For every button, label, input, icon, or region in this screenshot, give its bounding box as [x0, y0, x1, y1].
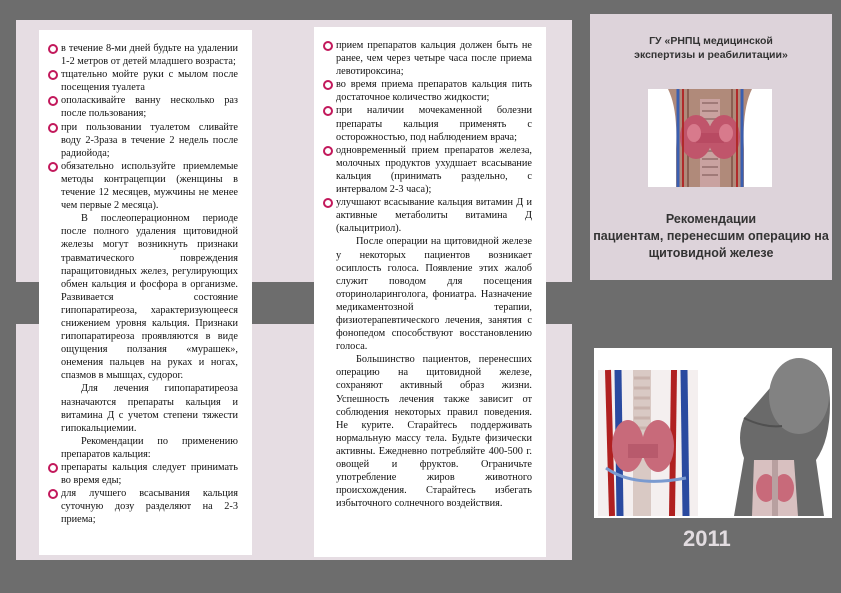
year: 2011 [683, 526, 731, 551]
bullet-item: прием препаратов кальция должен быть не ранее, чем через четыре часа после приема левотироксина; [336, 40, 532, 78]
bullet-item: препараты кальция следует принимать во время еды; [61, 462, 238, 487]
org-line-1: ГУ «РНПЦ медицинской [649, 35, 773, 47]
brochure-title [590, 211, 832, 262]
bullet-item: для лучшего всасывания кальция суточную дозу разделяют на 2-3 приема; [61, 488, 238, 526]
bullet-item: ополаскивайте ванну несколько раз после пользования; [61, 95, 238, 120]
paragraph: Большинство пациентов, перенесших операцию на щитовидной железе, сохраняют активный образ жизни. Успешность лечения также зависит от соблюдения некоторых правил поведения. Не курите. Старайтесь поддерживать нормальную массу тела. Будьте физически активны. Ежедневно потребляйте 400-500 г. овощей и фруктов. Ограничьте употребление жиров животного происхождения. Старайтесь избегать избыточного солнечного воздействия. [336, 354, 532, 510]
middle-page [314, 27, 546, 557]
title-line-3: щитовидной железе [648, 246, 774, 260]
bullet-item: при наличии мочекаменной болезни препараты кальция применять с осторожностью, под наблюдением врача; [336, 105, 532, 143]
bullet-item: в течение 8-ми дней будьте на удалении 1-2 метров от детей младшего возраста; [61, 43, 238, 68]
title-line-2: пациентам, перенесшим операцию на [593, 229, 829, 243]
organization-name [590, 34, 832, 62]
bullet-item: одновременный прием препаратов железа, молочных продуктов ухудшает всасывание кальция (принимать раздельно, с интервалом 2-3 часа); [336, 144, 532, 196]
bullet-item: во время приема препаратов кальция пить достаточное количество жидкости; [336, 79, 532, 104]
anatomy-image [594, 348, 832, 518]
bullet-item: при пользовании туалетом сливайте воду 2-3раза в течение 2 недель после радиойода; [61, 121, 238, 159]
bullet-item: обязательно используйте приемлемые методы контрацепции (женщины в течение 12 месяцев, мужчины не менее чем первые 2 месяца). [61, 160, 238, 212]
cover-panel [590, 14, 832, 280]
bullet-item: улучшают всасывание кальция витамин Д и активные метаболиты витамина Д (кальцитриол). [336, 197, 532, 235]
title-line-1: Рекомендации [665, 212, 757, 226]
bullet-item: тщательно мойте руки с мылом после посещения туалета [61, 69, 238, 94]
paragraph: В послеоперационном периоде после полного удаления щитовидной железы могут возникнуть признаки травматического повреждения паращитовидных желез, регулирующих обмен кальция и фосфора в организме. Развивается состояние гипопаратиреоза, характеризующееся снижением уровня кальция. Признаки гипопаратиреоза проявляются в виде ощущения ползания «мурашек», онемения пальцев на руках и ногах, спазмов в мышцах, судорог. [61, 213, 238, 382]
thyroid-neck-image [648, 89, 772, 187]
paragraph: Для лечения гипопаратиреоза назначаются препараты кальция и витамина Д с учетом степени тяжести гипокальциемии. [61, 383, 238, 434]
org-line-2: экспертизы и реабилитации» [634, 49, 788, 61]
paragraph: Рекомендации по применению препаратов кальция: [61, 435, 238, 460]
paragraph: После операции на щитовидной железе у некоторых пациентов возникает осиплость голоса. Появление этих жалоб служит поводом для посещения оториноларинголога, фониатра. Назначение медикаментозной терапии, физиотерапевтического лечения, занятия с фонопедом способствуют восстановлению голоса. [336, 236, 532, 353]
left-page [39, 30, 252, 555]
